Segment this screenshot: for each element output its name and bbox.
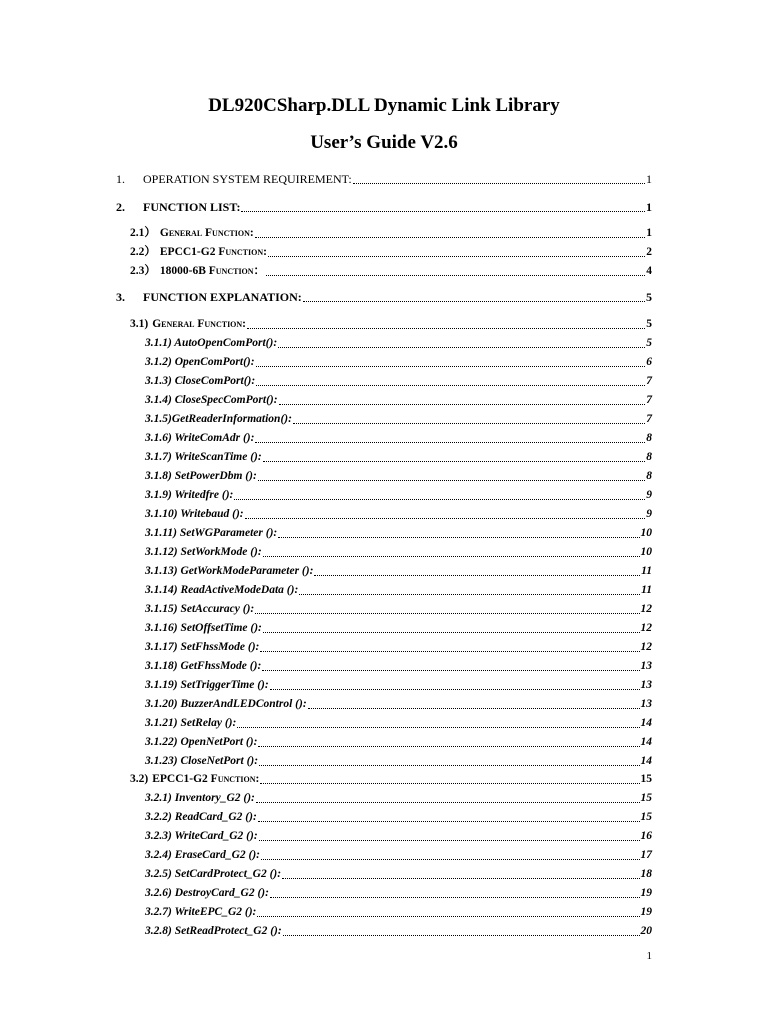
toc-leader-dots [259, 840, 640, 841]
toc-entry[interactable] [145, 884, 652, 902]
toc-leader-dots [258, 821, 640, 822]
toc-entry[interactable] [145, 714, 652, 732]
toc-entry[interactable] [130, 224, 652, 242]
toc-entry[interactable] [145, 543, 652, 561]
toc-entry-page: 11 [641, 565, 652, 577]
toc-entry[interactable] [145, 581, 652, 599]
toc-entry-number: 2. [116, 200, 125, 214]
toc-entry-label: 3.1.15) SetAccuracy (): [145, 603, 255, 615]
toc-entry-label: 3.1.9) Writedfre (): [145, 489, 234, 501]
toc-leader-dots [258, 480, 645, 481]
toc-entry[interactable] [145, 922, 652, 940]
toc-entry[interactable] [145, 334, 652, 352]
toc-entry-label: 3.1.5)GetReaderInformation(): [145, 413, 292, 425]
toc-entry[interactable] [145, 353, 652, 371]
toc-entry[interactable] [145, 638, 652, 656]
toc-entry-label: 3.1.13) GetWorkModeParameter (): [145, 565, 314, 577]
toc-entry-label: 18000-6B Function： [159, 265, 266, 277]
toc-entry[interactable] [145, 865, 652, 883]
toc-entry-page: 10 [640, 546, 652, 558]
toc-entry-page: 20 [640, 925, 652, 937]
toc-leader-dots [263, 461, 646, 462]
toc-entry-label: 3.1.7) WriteScanTime (): [145, 451, 262, 463]
toc-entry-page: 2 [646, 246, 652, 258]
toc-entry-number: 2.3） [130, 265, 156, 277]
toc-entry[interactable] [130, 243, 652, 261]
toc-leader-dots [255, 237, 646, 238]
toc-entry-label: General Function: [159, 227, 254, 239]
toc-entry-label: FUNCTION LIST: [143, 200, 241, 214]
toc-entry[interactable] [145, 733, 652, 751]
toc-entry[interactable] [130, 770, 652, 788]
toc-entry-page: 14 [640, 717, 652, 729]
toc-entry[interactable] [145, 600, 652, 618]
toc-entry-page: 13 [640, 660, 652, 672]
toc-entry-label: 3.2.3) WriteCard_G2 (): [145, 830, 258, 842]
toc-entry-number: 3.2) [130, 773, 149, 785]
toc-entry[interactable] [145, 657, 652, 675]
toc-entry[interactable] [130, 262, 652, 280]
toc-leader-dots [262, 670, 639, 671]
toc-leader-dots [259, 765, 639, 766]
toc-leader-dots [270, 897, 640, 898]
toc-entry[interactable] [145, 448, 652, 466]
toc-entry-page: 14 [640, 755, 652, 767]
toc-entry-number: 2.2） [130, 246, 156, 258]
toc-leader-dots [256, 385, 645, 386]
toc-entry-number: 3.1) [130, 318, 149, 330]
toc-entry-page: 10 [640, 527, 652, 539]
toc-leader-dots [241, 211, 645, 212]
toc-leader-dots [278, 347, 645, 348]
toc-entry-label: 3.1.8) SetPowerDbm (): [145, 470, 257, 482]
toc-leader-dots [261, 859, 640, 860]
toc-entry[interactable] [130, 315, 652, 333]
toc-entry-page: 1 [646, 200, 652, 214]
toc-entry-label: 3.1.16) SetOffsetTime (): [145, 622, 262, 634]
toc-entry-label: 3.1.23) CloseNetPort (): [145, 755, 259, 767]
page-number: 1 [646, 950, 652, 962]
toc-leader-dots [255, 442, 645, 443]
toc-entry[interactable] [145, 846, 652, 864]
toc-entry-label: FUNCTION EXPLANATION: [143, 290, 302, 304]
toc-entry[interactable] [145, 410, 652, 428]
toc-entry-page: 7 [646, 413, 652, 425]
document-subtitle: User’s Guide V2.6 [310, 132, 458, 153]
toc-leader-dots [255, 613, 639, 614]
toc-entry-page: 15 [640, 773, 652, 785]
toc-entry-page: 16 [640, 830, 652, 842]
toc-entry-label: 3.1.4) CloseSpecComPort(): [145, 394, 278, 406]
toc-entry-page: 8 [646, 470, 652, 482]
toc-entry[interactable] [145, 505, 652, 523]
toc-leader-dots [245, 518, 646, 519]
toc-entry[interactable] [145, 467, 652, 485]
toc-entry[interactable] [145, 903, 652, 921]
toc-entry-page: 18 [640, 868, 652, 880]
toc-entry-page: 11 [641, 584, 652, 596]
toc-leader-dots [278, 537, 639, 538]
toc-entry[interactable] [145, 429, 652, 447]
toc-entry-label: 3.1.20) BuzzerAndLEDControl (): [145, 698, 307, 710]
toc-entry-page: 1 [646, 172, 652, 186]
toc-leader-dots [303, 301, 645, 302]
toc-entry-label: 3.2.2) ReadCard_G2 (): [145, 811, 257, 823]
toc-entry-label: 3.1.12) SetWorkMode (): [145, 546, 262, 558]
toc-entry-page: 1 [646, 227, 652, 239]
toc-entry-label: 3.2.7) WriteEPC_G2 (): [145, 906, 257, 918]
toc-leader-dots [256, 802, 640, 803]
toc-entry-page: 12 [640, 622, 652, 634]
toc-entry-number: 1. [116, 172, 125, 186]
toc-entry-page: 19 [640, 906, 652, 918]
toc-entry-page: 12 [640, 603, 652, 615]
toc-entry-page: 14 [640, 736, 652, 748]
toc-entry-page: 7 [646, 375, 652, 387]
toc-entry-label: 3.1.17) SetFhssMode (): [145, 641, 260, 653]
toc-leader-dots [247, 328, 645, 329]
toc-entry-label: 3.2.5) SetCardProtect_G2 (): [145, 868, 282, 880]
toc-entry[interactable] [145, 695, 652, 713]
toc-entry[interactable] [145, 486, 652, 504]
toc-entry-page: 15 [640, 792, 652, 804]
toc-entry-page: 5 [646, 318, 652, 330]
toc-entry-page: 13 [640, 679, 652, 691]
toc-entry-page: 9 [646, 489, 652, 501]
toc-leader-dots [257, 916, 639, 917]
toc-entry-page: 15 [640, 811, 652, 823]
toc-leader-dots [314, 575, 640, 576]
toc-entry-page: 8 [646, 451, 652, 463]
toc-entry-label: 3.1.14) ReadActiveModeData (): [145, 584, 299, 596]
toc-leader-dots [258, 746, 639, 747]
toc-entry-page: 17 [640, 849, 652, 861]
toc-entry-page: 6 [646, 356, 652, 368]
toc-entry-page: 9 [646, 508, 652, 520]
toc-leader-dots [260, 651, 639, 652]
toc-leader-dots [308, 708, 640, 709]
toc-entry-label: EPCC1-G2 Function: [159, 246, 267, 258]
toc-entry-label: 3.1.19) SetTriggerTime (): [145, 679, 269, 691]
toc-leader-dots [282, 878, 639, 879]
toc-entry-label: 3.2.8) SetReadProtect_G2 (): [145, 925, 282, 937]
toc-entry-label: OPERATION SYSTEM REQUIREMENT: [143, 172, 352, 186]
toc-entry-number: 3. [116, 290, 125, 304]
toc-entry[interactable] [145, 372, 652, 390]
toc-entry-page: 5 [646, 290, 652, 304]
toc-entry[interactable] [145, 752, 652, 770]
toc-leader-dots [260, 783, 639, 784]
toc-entry[interactable] [145, 524, 652, 542]
toc-leader-dots [270, 689, 640, 690]
toc-leader-dots [266, 275, 645, 276]
toc-entry[interactable] [145, 789, 652, 807]
toc-entry-label: 3.1.18) GetFhssMode (): [145, 660, 262, 672]
toc-entry[interactable] [145, 808, 652, 826]
toc-entry-label: 3.2.4) EraseCard_G2 (): [145, 849, 260, 861]
toc-entry[interactable] [145, 619, 652, 637]
toc-entry-page: 5 [646, 337, 652, 349]
toc-entry-label: 3.1.22) OpenNetPort (): [145, 736, 258, 748]
toc-entry-label: 3.1.6) WriteComAdr (): [145, 432, 255, 444]
toc-entry-page: 7 [646, 394, 652, 406]
toc-entry[interactable] [145, 827, 652, 845]
toc-entry-label: EPCC1-G2 Function: [152, 773, 260, 785]
toc-entry-page: 8 [646, 432, 652, 444]
toc-entry-label: 3.1.2) OpenComPort(): [145, 356, 255, 368]
toc-entry-label: 3.1.10) Writebaud (): [145, 508, 244, 520]
toc-entry[interactable] [116, 170, 652, 188]
toc-entry-label: 3.1.21) SetRelay (): [145, 717, 237, 729]
toc-entry-label: 3.1.3) CloseComPort(): [145, 375, 256, 387]
toc-entry-page: 19 [640, 887, 652, 899]
toc-leader-dots [234, 499, 645, 500]
toc-leader-dots [268, 256, 645, 257]
toc-entry-page: 13 [640, 698, 652, 710]
toc-leader-dots [256, 366, 646, 367]
toc-leader-dots [263, 632, 640, 633]
toc-leader-dots [237, 727, 639, 728]
toc-leader-dots [279, 404, 646, 405]
toc-entry[interactable] [145, 562, 652, 580]
toc-entry[interactable] [116, 198, 652, 216]
toc-leader-dots [283, 935, 640, 936]
document-title: DL920CSharp.DLL Dynamic Link Library [208, 95, 560, 116]
toc-entry-number: 2.1） [130, 227, 156, 239]
toc-leader-dots [293, 423, 645, 424]
toc-entry-label: 3.1.1) AutoOpenComPort(): [145, 337, 278, 349]
toc-entry-label: 3.1.11) SetWGParameter (): [145, 527, 278, 539]
toc-entry-page: 12 [640, 641, 652, 653]
toc-entry[interactable] [116, 288, 652, 306]
toc-entry-label: 3.2.1) Inventory_G2 (): [145, 792, 255, 804]
toc-leader-dots [299, 594, 640, 595]
toc-entry[interactable] [145, 391, 652, 409]
toc-entry-label: General Function: [152, 318, 247, 330]
toc-entry-label: 3.2.6) DestroyCard_G2 (): [145, 887, 269, 899]
toc-entry-page: 4 [646, 265, 652, 277]
toc-entry[interactable] [145, 676, 652, 694]
toc-leader-dots [353, 183, 645, 184]
toc-leader-dots [263, 556, 640, 557]
